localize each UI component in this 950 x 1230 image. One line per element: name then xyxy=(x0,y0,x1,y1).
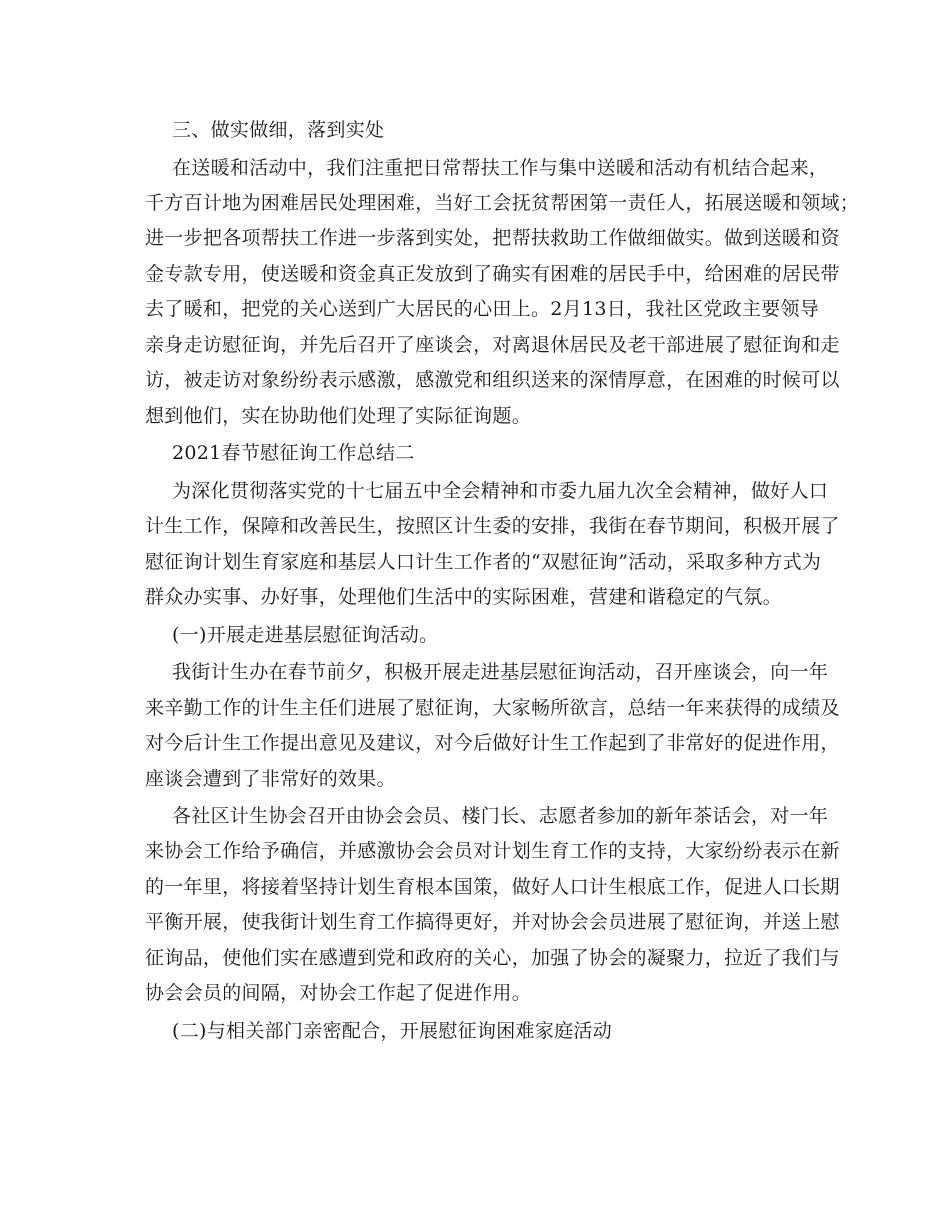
subsection-heading-1: (一)开展走进基层慰征询活动。 xyxy=(172,624,439,646)
document-subtitle: 2021春节慰征询工作总结二 xyxy=(172,442,415,464)
paragraph-line: 协会会员的间隔，对协会工作起了促进作用。 xyxy=(145,982,532,1004)
paragraph-line: 进一步把各项帮扶工作进一步落到实处，把帮扶救助工作做细做实。做到送暖和资 xyxy=(145,227,840,249)
paragraph-line: 想到他们，实在协助他们处理了实际征询题。 xyxy=(145,405,532,427)
paragraph-line: 我街计生办在春节前夕，积极开展走进基层慰征询活动，召开座谈会，向一年 xyxy=(172,661,829,683)
paragraph-line: 来辛勤工作的计生主任们进展了慰征询，大家畅所欲言，总结一年来获得的成绩及 xyxy=(145,697,840,719)
section-heading-3: 三、做实做细，落到实处 xyxy=(172,119,385,141)
paragraph-line: 各社区计生协会召开由协会会员、楼门长、志愿者参加的新年茶话会，对一年 xyxy=(172,805,829,827)
paragraph-line: 去了暖和，把党的关心送到广大居民的心田上。2月13日，我社区党政主要领导 xyxy=(145,298,820,320)
paragraph-line: 对今后计生工作提出意见及建议，对今后做好计生工作起到了非常好的促进作用， xyxy=(145,732,840,754)
paragraph-line: 征询品，使他们实在感遭到党和政府的关心，加强了协会的凝聚力，拉近了我们与 xyxy=(145,947,840,969)
subsection-heading-2: (二)与相关部门亲密配合，开展慰征询困难家庭活动 xyxy=(172,1020,613,1042)
paragraph-line: 千方百计地为困难居民处理困难，当好工会抚贫帮困第一责任人，拓展送暖和领域； xyxy=(145,192,860,214)
paragraph-line: 座谈会遭到了非常好的效果。 xyxy=(145,768,396,790)
paragraph-line: 金专款专用，使送暖和资金真正发放到了确实有困难的居民手中，给困难的居民带 xyxy=(145,263,840,285)
paragraph-line: 在送暖和活动中，我们注重把日常帮扶工作与集中送暖和活动有机结合起来， xyxy=(172,157,829,179)
paragraph-line: 平衡开展，使我街计划生育工作搞得更好，并对协会会员进展了慰征询，并送上慰 xyxy=(145,911,840,933)
paragraph-line: 访，被走访对象纷纷表示感激，感激党和组织送来的深情厚意，在困难的时候可以 xyxy=(145,369,840,391)
paragraph-line: 来协会工作给予确信，并感激协会会员对计划生育工作的支持，大家纷纷表示在新 xyxy=(145,840,840,862)
paragraph-line: 亲身走访慰征询，并先后召开了座谈会，对离退休居民及老干部进展了慰征询和走 xyxy=(145,334,840,356)
paragraph-line: 慰征询计划生育家庭和基层人口计生工作者的“双慰征询”活动，采取多种方式为 xyxy=(145,551,822,573)
paragraph-line: 群众办实事、办好事，处理他们生活中的实际困难，营建和谐稳定的气氛。 xyxy=(145,586,782,608)
paragraph-line: 为深化贯彻落实党的十七届五中全会精神和市委九届九次全会精神，做好人口 xyxy=(172,480,829,502)
paragraph-line: 计生工作，保障和改善民生，按照区计生委的安排，我街在春节期间，积极开展了 xyxy=(145,515,840,537)
paragraph-line: 的一年里，将接着坚持计划生育根本国策，做好人口计生根底工作，促进人口长期 xyxy=(145,876,840,898)
